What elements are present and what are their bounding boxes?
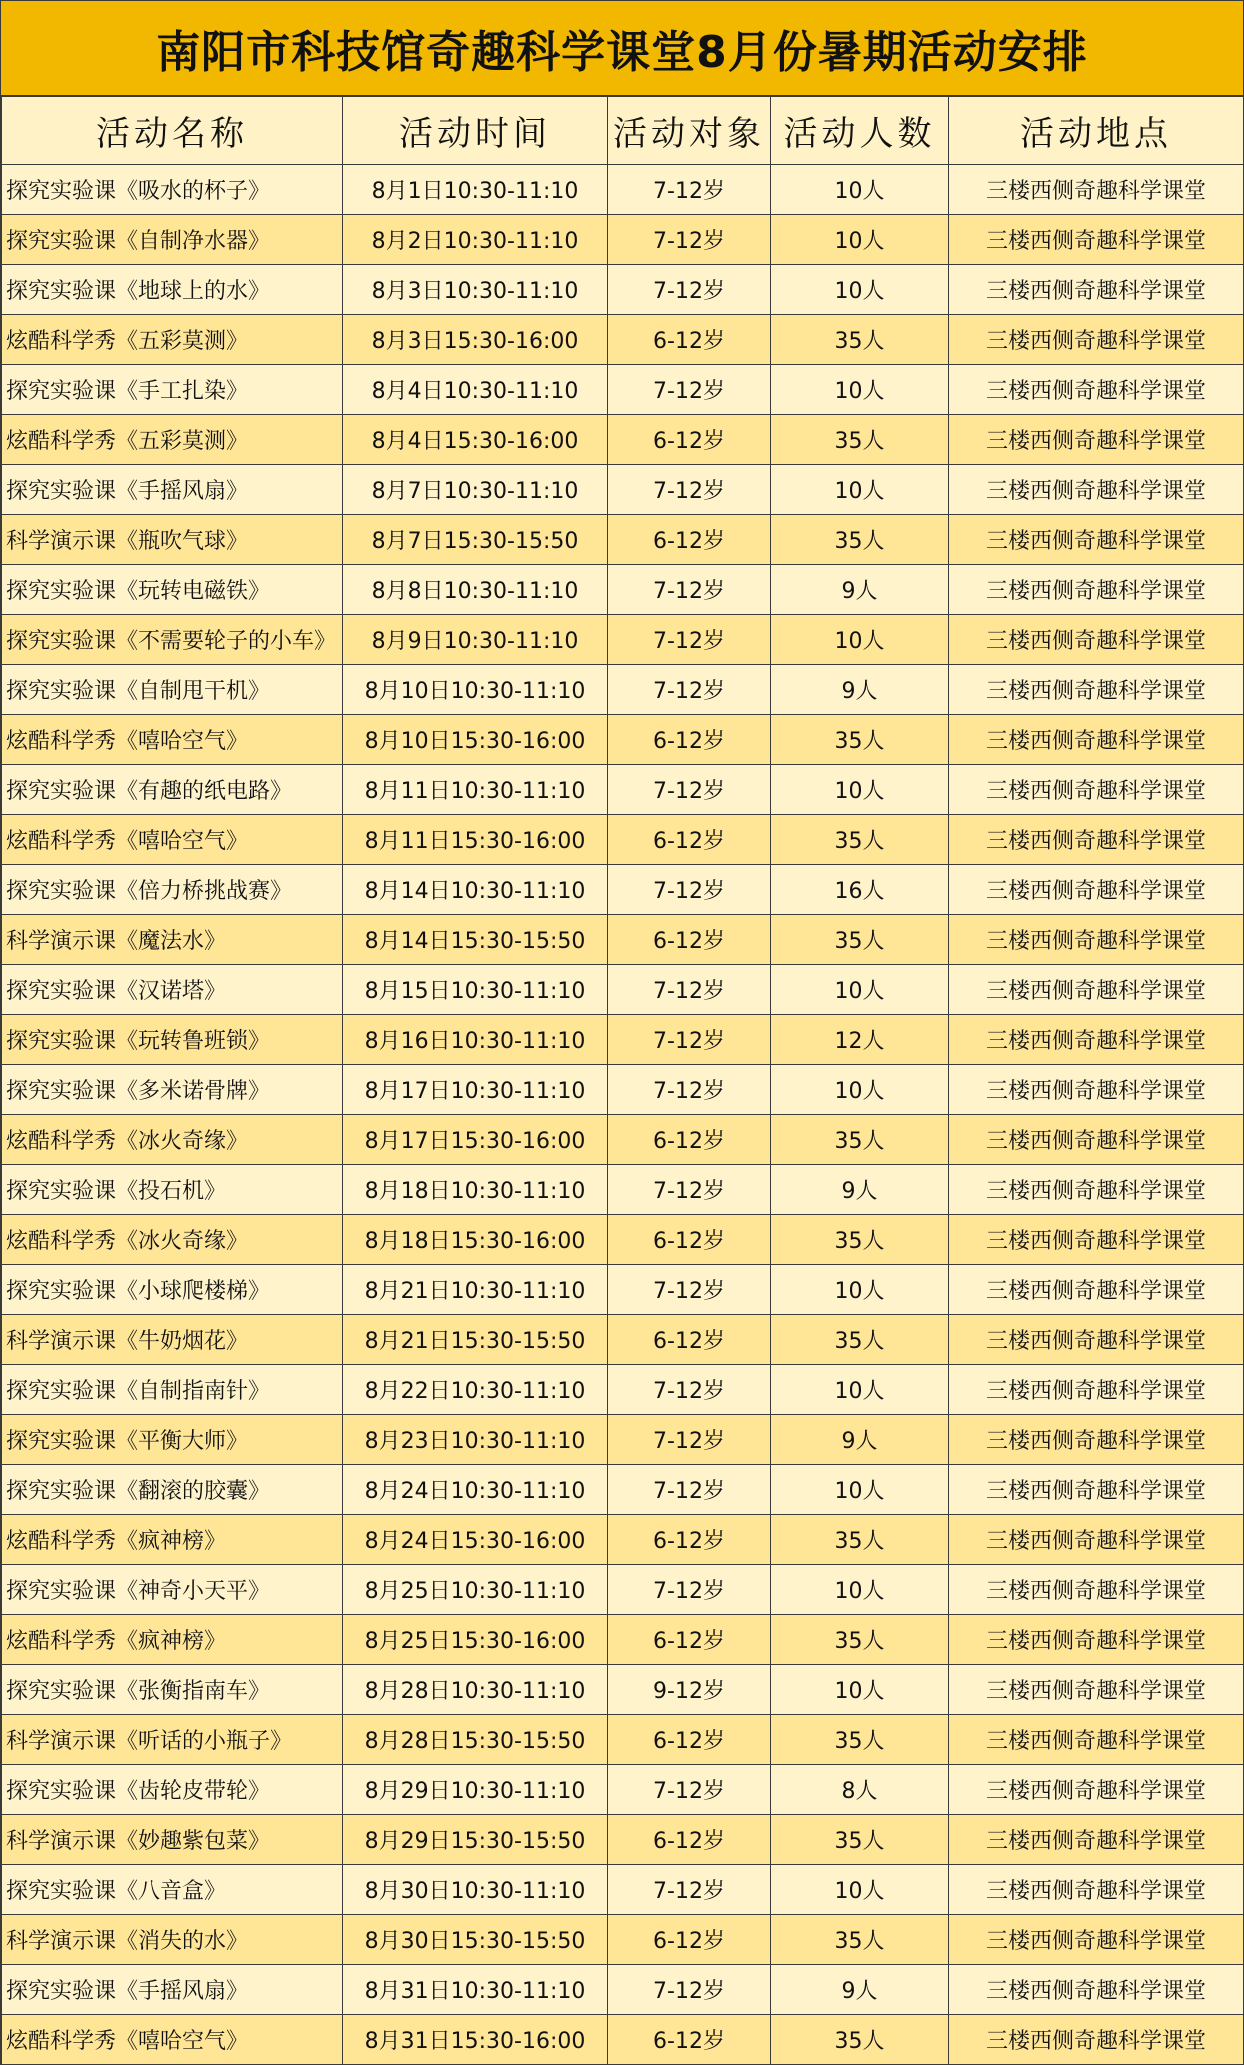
cell-audience: 6-12岁 [608,1115,771,1165]
cell-activity-time: 8月30日10:30-11:10 [343,1865,608,1915]
cell-activity-time: 8月4日10:30-11:10 [343,365,608,415]
cell-audience: 7-12岁 [608,1015,771,1065]
cell-location: 三楼西侧奇趣科学课堂 [949,265,1244,315]
cell-audience: 6-12岁 [608,715,771,765]
cell-activity-time: 8月25日10:30-11:10 [343,1565,608,1615]
cell-location: 三楼西侧奇趣科学课堂 [949,1915,1244,1965]
cell-activity-time: 8月11日10:30-11:10 [343,765,608,815]
cell-location: 三楼西侧奇趣科学课堂 [949,865,1244,915]
cell-audience: 7-12岁 [608,1165,771,1215]
cell-capacity: 35人 [771,415,949,465]
cell-location: 三楼西侧奇趣科学课堂 [949,565,1244,615]
cell-capacity: 9人 [771,565,949,615]
cell-location: 三楼西侧奇趣科学课堂 [949,1815,1244,1865]
header-row [2,97,1244,165]
cell-location: 三楼西侧奇趣科学课堂 [949,1965,1244,2015]
cell-location: 三楼西侧奇趣科学课堂 [949,1115,1244,1165]
cell-location: 三楼西侧奇趣科学课堂 [949,1515,1244,1565]
cell-audience: 6-12岁 [608,2015,771,2065]
cell-location: 三楼西侧奇趣科学课堂 [949,1365,1244,1415]
cell-location: 三楼西侧奇趣科学课堂 [949,1415,1244,1465]
cell-audience: 6-12岁 [608,1215,771,1265]
table-row [2,1165,1244,1215]
column-header-name: 活动名称 [2,97,343,165]
cell-activity-time: 8月28日15:30-15:50 [343,1715,608,1765]
cell-location: 三楼西侧奇趣科学课堂 [949,1765,1244,1815]
cell-audience: 7-12岁 [608,1765,771,1815]
cell-capacity: 35人 [771,715,949,765]
cell-activity-time: 8月8日10:30-11:10 [343,565,608,615]
table-row [2,1965,1244,2015]
cell-activity-name: 探究实验课《翻滚的胶囊》 [2,1465,343,1515]
cell-audience: 7-12岁 [608,365,771,415]
cell-capacity: 10人 [771,165,949,215]
cell-activity-time: 8月31日10:30-11:10 [343,1965,608,2015]
table-row [2,1865,1244,1915]
cell-capacity: 35人 [771,1515,949,1565]
cell-location: 三楼西侧奇趣科学课堂 [949,1015,1244,1065]
cell-activity-time: 8月18日10:30-11:10 [343,1165,608,1215]
cell-activity-time: 8月16日10:30-11:10 [343,1015,608,1065]
cell-capacity: 35人 [771,1915,949,1965]
table-row [2,1715,1244,1765]
column-header-location: 活动地点 [949,97,1244,165]
table-row [2,965,1244,1015]
cell-location: 三楼西侧奇趣科学课堂 [949,1565,1244,1615]
cell-activity-name: 炫酷科学秀《五彩莫测》 [2,415,343,465]
table-row [2,215,1244,265]
cell-capacity: 35人 [771,315,949,365]
cell-activity-time: 8月1日10:30-11:10 [343,165,608,215]
cell-activity-time: 8月21日15:30-15:50 [343,1315,608,1365]
cell-audience: 7-12岁 [608,215,771,265]
cell-activity-name: 探究实验课《倍力桥挑战赛》 [2,865,343,915]
cell-activity-time: 8月17日15:30-16:00 [343,1115,608,1165]
cell-audience: 7-12岁 [608,1415,771,1465]
cell-activity-time: 8月21日10:30-11:10 [343,1265,608,1315]
cell-activity-time: 8月29日10:30-11:10 [343,1765,608,1815]
cell-capacity: 10人 [771,1865,949,1915]
table-row [2,865,1244,915]
cell-activity-name: 探究实验课《有趣的纸电路》 [2,765,343,815]
cell-capacity: 9人 [771,665,949,715]
cell-capacity: 10人 [771,365,949,415]
cell-capacity: 10人 [771,1265,949,1315]
table-row [2,515,1244,565]
cell-activity-time: 8月24日10:30-11:10 [343,1465,608,1515]
cell-audience: 6-12岁 [608,815,771,865]
cell-capacity: 10人 [771,615,949,665]
cell-activity-name: 探究实验课《自制甩干机》 [2,665,343,715]
cell-capacity: 35人 [771,1115,949,1165]
cell-audience: 9-12岁 [608,1665,771,1715]
cell-activity-name: 探究实验课《玩转电磁铁》 [2,565,343,615]
cell-location: 三楼西侧奇趣科学课堂 [949,1215,1244,1265]
cell-audience: 6-12岁 [608,1915,771,1965]
cell-audience: 6-12岁 [608,915,771,965]
column-header-time: 活动时间 [343,97,608,165]
cell-audience: 7-12岁 [608,1265,771,1315]
cell-activity-name: 探究实验课《不需要轮子的小车》 [2,615,343,665]
cell-audience: 6-12岁 [608,1315,771,1365]
cell-audience: 7-12岁 [608,1365,771,1415]
cell-capacity: 35人 [771,1815,949,1865]
cell-audience: 7-12岁 [608,465,771,515]
cell-activity-time: 8月15日10:30-11:10 [343,965,608,1015]
cell-capacity: 35人 [771,815,949,865]
cell-activity-name: 炫酷科学秀《嘻哈空气》 [2,2015,343,2065]
cell-activity-time: 8月22日10:30-11:10 [343,1365,608,1415]
table-row [2,665,1244,715]
table-row [2,815,1244,865]
table-row [2,2015,1244,2065]
cell-activity-time: 8月24日15:30-16:00 [343,1515,608,1565]
cell-location: 三楼西侧奇趣科学课堂 [949,1715,1244,1765]
column-header-capacity: 活动人数 [771,97,949,165]
cell-activity-time: 8月23日10:30-11:10 [343,1415,608,1465]
cell-location: 三楼西侧奇趣科学课堂 [949,665,1244,715]
cell-location: 三楼西侧奇趣科学课堂 [949,1065,1244,1115]
cell-location: 三楼西侧奇趣科学课堂 [949,715,1244,765]
table-row [2,1915,1244,1965]
cell-location: 三楼西侧奇趣科学课堂 [949,165,1244,215]
cell-activity-time: 8月9日10:30-11:10 [343,615,608,665]
cell-location: 三楼西侧奇趣科学课堂 [949,1865,1244,1915]
cell-location: 三楼西侧奇趣科学课堂 [949,515,1244,565]
table-row [2,1065,1244,1115]
cell-audience: 6-12岁 [608,415,771,465]
cell-activity-name: 探究实验课《小球爬楼梯》 [2,1265,343,1315]
cell-activity-name: 探究实验课《自制净水器》 [2,215,343,265]
cell-activity-time: 8月25日15:30-16:00 [343,1615,608,1665]
cell-activity-name: 探究实验课《地球上的水》 [2,265,343,315]
cell-activity-time: 8月18日15:30-16:00 [343,1215,608,1265]
cell-activity-name: 探究实验课《齿轮皮带轮》 [2,1765,343,1815]
cell-location: 三楼西侧奇趣科学课堂 [949,2015,1244,2065]
cell-activity-name: 炫酷科学秀《冰火奇缘》 [2,1215,343,1265]
cell-activity-name: 炫酷科学秀《疯神榜》 [2,1615,343,1665]
cell-capacity: 35人 [771,515,949,565]
cell-capacity: 35人 [771,915,949,965]
table-row [2,1565,1244,1615]
table-row [2,1015,1244,1065]
cell-activity-name: 探究实验课《平衡大师》 [2,1415,343,1465]
cell-activity-name: 炫酷科学秀《疯神榜》 [2,1515,343,1565]
cell-activity-time: 8月7日10:30-11:10 [343,465,608,515]
cell-audience: 6-12岁 [608,1715,771,1765]
cell-location: 三楼西侧奇趣科学课堂 [949,1315,1244,1365]
table-body [2,165,1244,2065]
cell-capacity: 10人 [771,1565,949,1615]
table-row [2,1515,1244,1565]
cell-capacity: 10人 [771,1065,949,1115]
table-row [2,365,1244,415]
cell-activity-name: 探究实验课《手工扎染》 [2,365,343,415]
cell-capacity: 9人 [771,1965,949,2015]
cell-activity-time: 8月7日15:30-15:50 [343,515,608,565]
cell-capacity: 35人 [771,1615,949,1665]
table-row [2,1815,1244,1865]
cell-capacity: 10人 [771,215,949,265]
table-row [2,465,1244,515]
cell-audience: 7-12岁 [608,165,771,215]
cell-audience: 7-12岁 [608,1465,771,1515]
cell-capacity: 9人 [771,1165,949,1215]
cell-location: 三楼西侧奇趣科学课堂 [949,1465,1244,1515]
cell-activity-time: 8月28日10:30-11:10 [343,1665,608,1715]
schedule-table [1,96,1244,2065]
cell-capacity: 9人 [771,1415,949,1465]
cell-activity-time: 8月3日15:30-16:00 [343,315,608,365]
cell-activity-name: 炫酷科学秀《嘻哈空气》 [2,815,343,865]
cell-capacity: 10人 [771,965,949,1015]
cell-audience: 7-12岁 [608,615,771,665]
cell-audience: 6-12岁 [608,1615,771,1665]
cell-audience: 7-12岁 [608,865,771,915]
cell-activity-time: 8月14日15:30-15:50 [343,915,608,965]
table-row [2,1765,1244,1815]
cell-audience: 7-12岁 [608,1565,771,1615]
table-row [2,1465,1244,1515]
cell-location: 三楼西侧奇趣科学课堂 [949,365,1244,415]
cell-location: 三楼西侧奇趣科学课堂 [949,765,1244,815]
cell-location: 三楼西侧奇趣科学课堂 [949,615,1244,665]
cell-capacity: 10人 [771,465,949,515]
cell-activity-name: 科学演示课《妙趣紫包菜》 [2,1815,343,1865]
page-title: 南阳市科技馆奇趣科学课堂8月份暑期活动安排 [1,1,1243,96]
table-row [2,765,1244,815]
table-row [2,265,1244,315]
cell-audience: 7-12岁 [608,665,771,715]
cell-location: 三楼西侧奇趣科学课堂 [949,965,1244,1015]
cell-activity-time: 8月17日10:30-11:10 [343,1065,608,1115]
cell-audience: 7-12岁 [608,1865,771,1915]
cell-activity-time: 8月31日15:30-16:00 [343,2015,608,2065]
table-row [2,615,1244,665]
cell-location: 三楼西侧奇趣科学课堂 [949,815,1244,865]
cell-activity-name: 探究实验课《张衡指南车》 [2,1665,343,1715]
cell-activity-name: 炫酷科学秀《嘻哈空气》 [2,715,343,765]
table-row [2,1615,1244,1665]
cell-location: 三楼西侧奇趣科学课堂 [949,315,1244,365]
cell-activity-name: 探究实验课《玩转鲁班锁》 [2,1015,343,1065]
cell-activity-name: 探究实验课《神奇小天平》 [2,1565,343,1615]
cell-activity-time: 8月4日15:30-16:00 [343,415,608,465]
cell-capacity: 35人 [771,2015,949,2065]
cell-audience: 7-12岁 [608,765,771,815]
cell-audience: 6-12岁 [608,1815,771,1865]
cell-capacity: 10人 [771,1365,949,1415]
cell-audience: 6-12岁 [608,1515,771,1565]
cell-activity-time: 8月2日10:30-11:10 [343,215,608,265]
cell-activity-name: 科学演示课《消失的水》 [2,1915,343,1965]
cell-activity-time: 8月10日10:30-11:10 [343,665,608,715]
cell-activity-time: 8月3日10:30-11:10 [343,265,608,315]
cell-activity-name: 探究实验课《汉诺塔》 [2,965,343,1015]
cell-audience: 7-12岁 [608,1965,771,2015]
table-row [2,165,1244,215]
table-row [2,1415,1244,1465]
cell-capacity: 16人 [771,865,949,915]
cell-activity-name: 炫酷科学秀《五彩莫测》 [2,315,343,365]
cell-capacity: 10人 [771,265,949,315]
cell-capacity: 8人 [771,1765,949,1815]
table-row [2,565,1244,615]
cell-activity-name: 探究实验课《手摇风扇》 [2,1965,343,2015]
table-row [2,415,1244,465]
cell-capacity: 35人 [771,1715,949,1765]
table-row [2,1665,1244,1715]
cell-location: 三楼西侧奇趣科学课堂 [949,215,1244,265]
cell-location: 三楼西侧奇趣科学课堂 [949,1615,1244,1665]
cell-activity-name: 探究实验课《自制指南针》 [2,1365,343,1415]
cell-activity-time: 8月30日15:30-15:50 [343,1915,608,1965]
cell-capacity: 35人 [771,1215,949,1265]
cell-activity-name: 探究实验课《吸水的杯子》 [2,165,343,215]
cell-location: 三楼西侧奇趣科学课堂 [949,1265,1244,1315]
table-row [2,1115,1244,1165]
table-row [2,1365,1244,1415]
cell-location: 三楼西侧奇趣科学课堂 [949,1165,1244,1215]
cell-activity-name: 科学演示课《听话的小瓶子》 [2,1715,343,1765]
cell-location: 三楼西侧奇趣科学课堂 [949,465,1244,515]
cell-capacity: 10人 [771,1665,949,1715]
cell-activity-time: 8月10日15:30-16:00 [343,715,608,765]
cell-activity-name: 探究实验课《多米诺骨牌》 [2,1065,343,1115]
cell-activity-name: 科学演示课《魔法水》 [2,915,343,965]
cell-activity-name: 炫酷科学秀《冰火奇缘》 [2,1115,343,1165]
cell-activity-name: 科学演示课《牛奶烟花》 [2,1315,343,1365]
cell-activity-name: 科学演示课《瓶吹气球》 [2,515,343,565]
cell-capacity: 35人 [771,1315,949,1365]
cell-activity-time: 8月14日10:30-11:10 [343,865,608,915]
cell-audience: 6-12岁 [608,515,771,565]
cell-activity-time: 8月11日15:30-16:00 [343,815,608,865]
table-row [2,1215,1244,1265]
table-row [2,1265,1244,1315]
cell-audience: 7-12岁 [608,1065,771,1115]
cell-audience: 7-12岁 [608,265,771,315]
cell-capacity: 10人 [771,765,949,815]
table-row [2,715,1244,765]
column-header-audience: 活动对象 [608,97,771,165]
cell-capacity: 12人 [771,1015,949,1065]
table-row [2,1315,1244,1365]
cell-location: 三楼西侧奇趣科学课堂 [949,1665,1244,1715]
cell-audience: 7-12岁 [608,965,771,1015]
cell-audience: 7-12岁 [608,565,771,615]
table-row [2,915,1244,965]
cell-activity-name: 探究实验课《八音盒》 [2,1865,343,1915]
cell-activity-name: 探究实验课《手摇风扇》 [2,465,343,515]
cell-location: 三楼西侧奇趣科学课堂 [949,415,1244,465]
cell-location: 三楼西侧奇趣科学课堂 [949,915,1244,965]
cell-audience: 6-12岁 [608,315,771,365]
table-row [2,315,1244,365]
cell-activity-name: 探究实验课《投石机》 [2,1165,343,1215]
cell-activity-time: 8月29日15:30-15:50 [343,1815,608,1865]
cell-capacity: 10人 [771,1465,949,1515]
